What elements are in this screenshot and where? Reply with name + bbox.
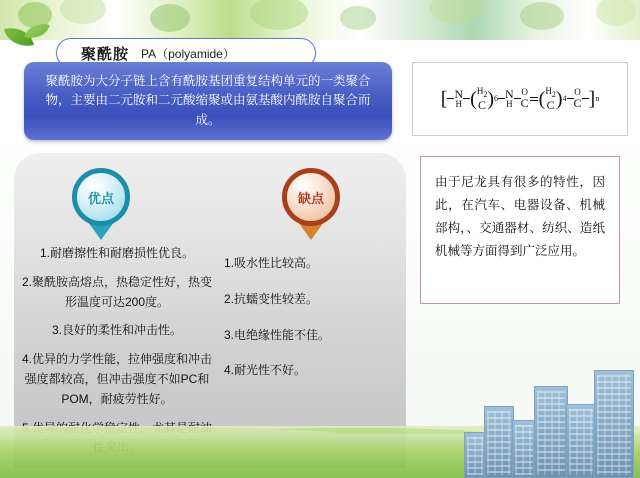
decorative-top-band — [0, 0, 640, 40]
band-bokeh-circle — [430, 0, 482, 24]
cons-list — [224, 254, 392, 397]
list-item: 2.抗蠕变性较差。 — [224, 291, 319, 306]
building-shape — [464, 432, 486, 478]
band-bokeh-circle — [60, 0, 106, 24]
list-item: 2.聚酰胺高熔点，热稳定性好，热变形温度可达200度。 — [22, 274, 213, 309]
band-bokeh-circle — [596, 0, 636, 26]
building-shape — [534, 386, 568, 478]
building-shape — [594, 370, 634, 478]
list-item: 4.优异的力学性能，拉伸强度和冲击强度都较高，但冲击强度不如PC和POM，耐疲劳性好。 — [22, 352, 213, 406]
pros-badge-label: 优点 — [87, 190, 114, 206]
list-item: 4.耐光性不好。 — [224, 363, 307, 378]
building-shape — [512, 420, 536, 478]
list-item: 1.耐磨擦性和耐磨损性优良。 — [39, 246, 194, 260]
cons-badge-label: 缺点 — [297, 190, 324, 206]
band-bokeh-circle — [340, 6, 376, 30]
definition-box — [24, 62, 392, 140]
city-skyline-graphic — [450, 360, 640, 478]
application-note-text: 由于尼龙具有很多的特性，因此，在汽车、电器设备、机械部构，、交通器材、纺织、造纸机械等方面得到广泛应用。 — [435, 175, 605, 259]
application-note-box — [420, 156, 620, 304]
formula-box — [412, 62, 628, 136]
pros-badge — [72, 168, 130, 226]
band-bokeh-circle — [250, 0, 308, 30]
list-item: 3.电绝缘性能不佳。 — [224, 327, 331, 342]
page-title: 聚酰胺 — [81, 45, 130, 63]
building-shape — [566, 404, 596, 478]
list-item: 1.吸水性比较高。 — [224, 256, 319, 270]
band-bokeh-circle — [150, 4, 190, 32]
cons-badge — [282, 168, 340, 226]
page-subtitle: PA（polyamide） — [141, 46, 235, 61]
building-shape — [484, 406, 514, 478]
definition-text: 聚酰胺为大分子链上含有酰胺基团重复结构单元的一类聚合物，主要由二元胺和二元酸缩聚或由氨基酸内酰胺自聚合而成。 — [45, 73, 371, 127]
polyamide-structural-formula: [ N H ( H2 C ) 6 N H O C ( H2 C ) 4 O C ] n — [440, 86, 600, 112]
band-bokeh-circle — [520, 2, 564, 30]
list-item: 3.良好的柔性和冲击性。 — [51, 323, 182, 338]
